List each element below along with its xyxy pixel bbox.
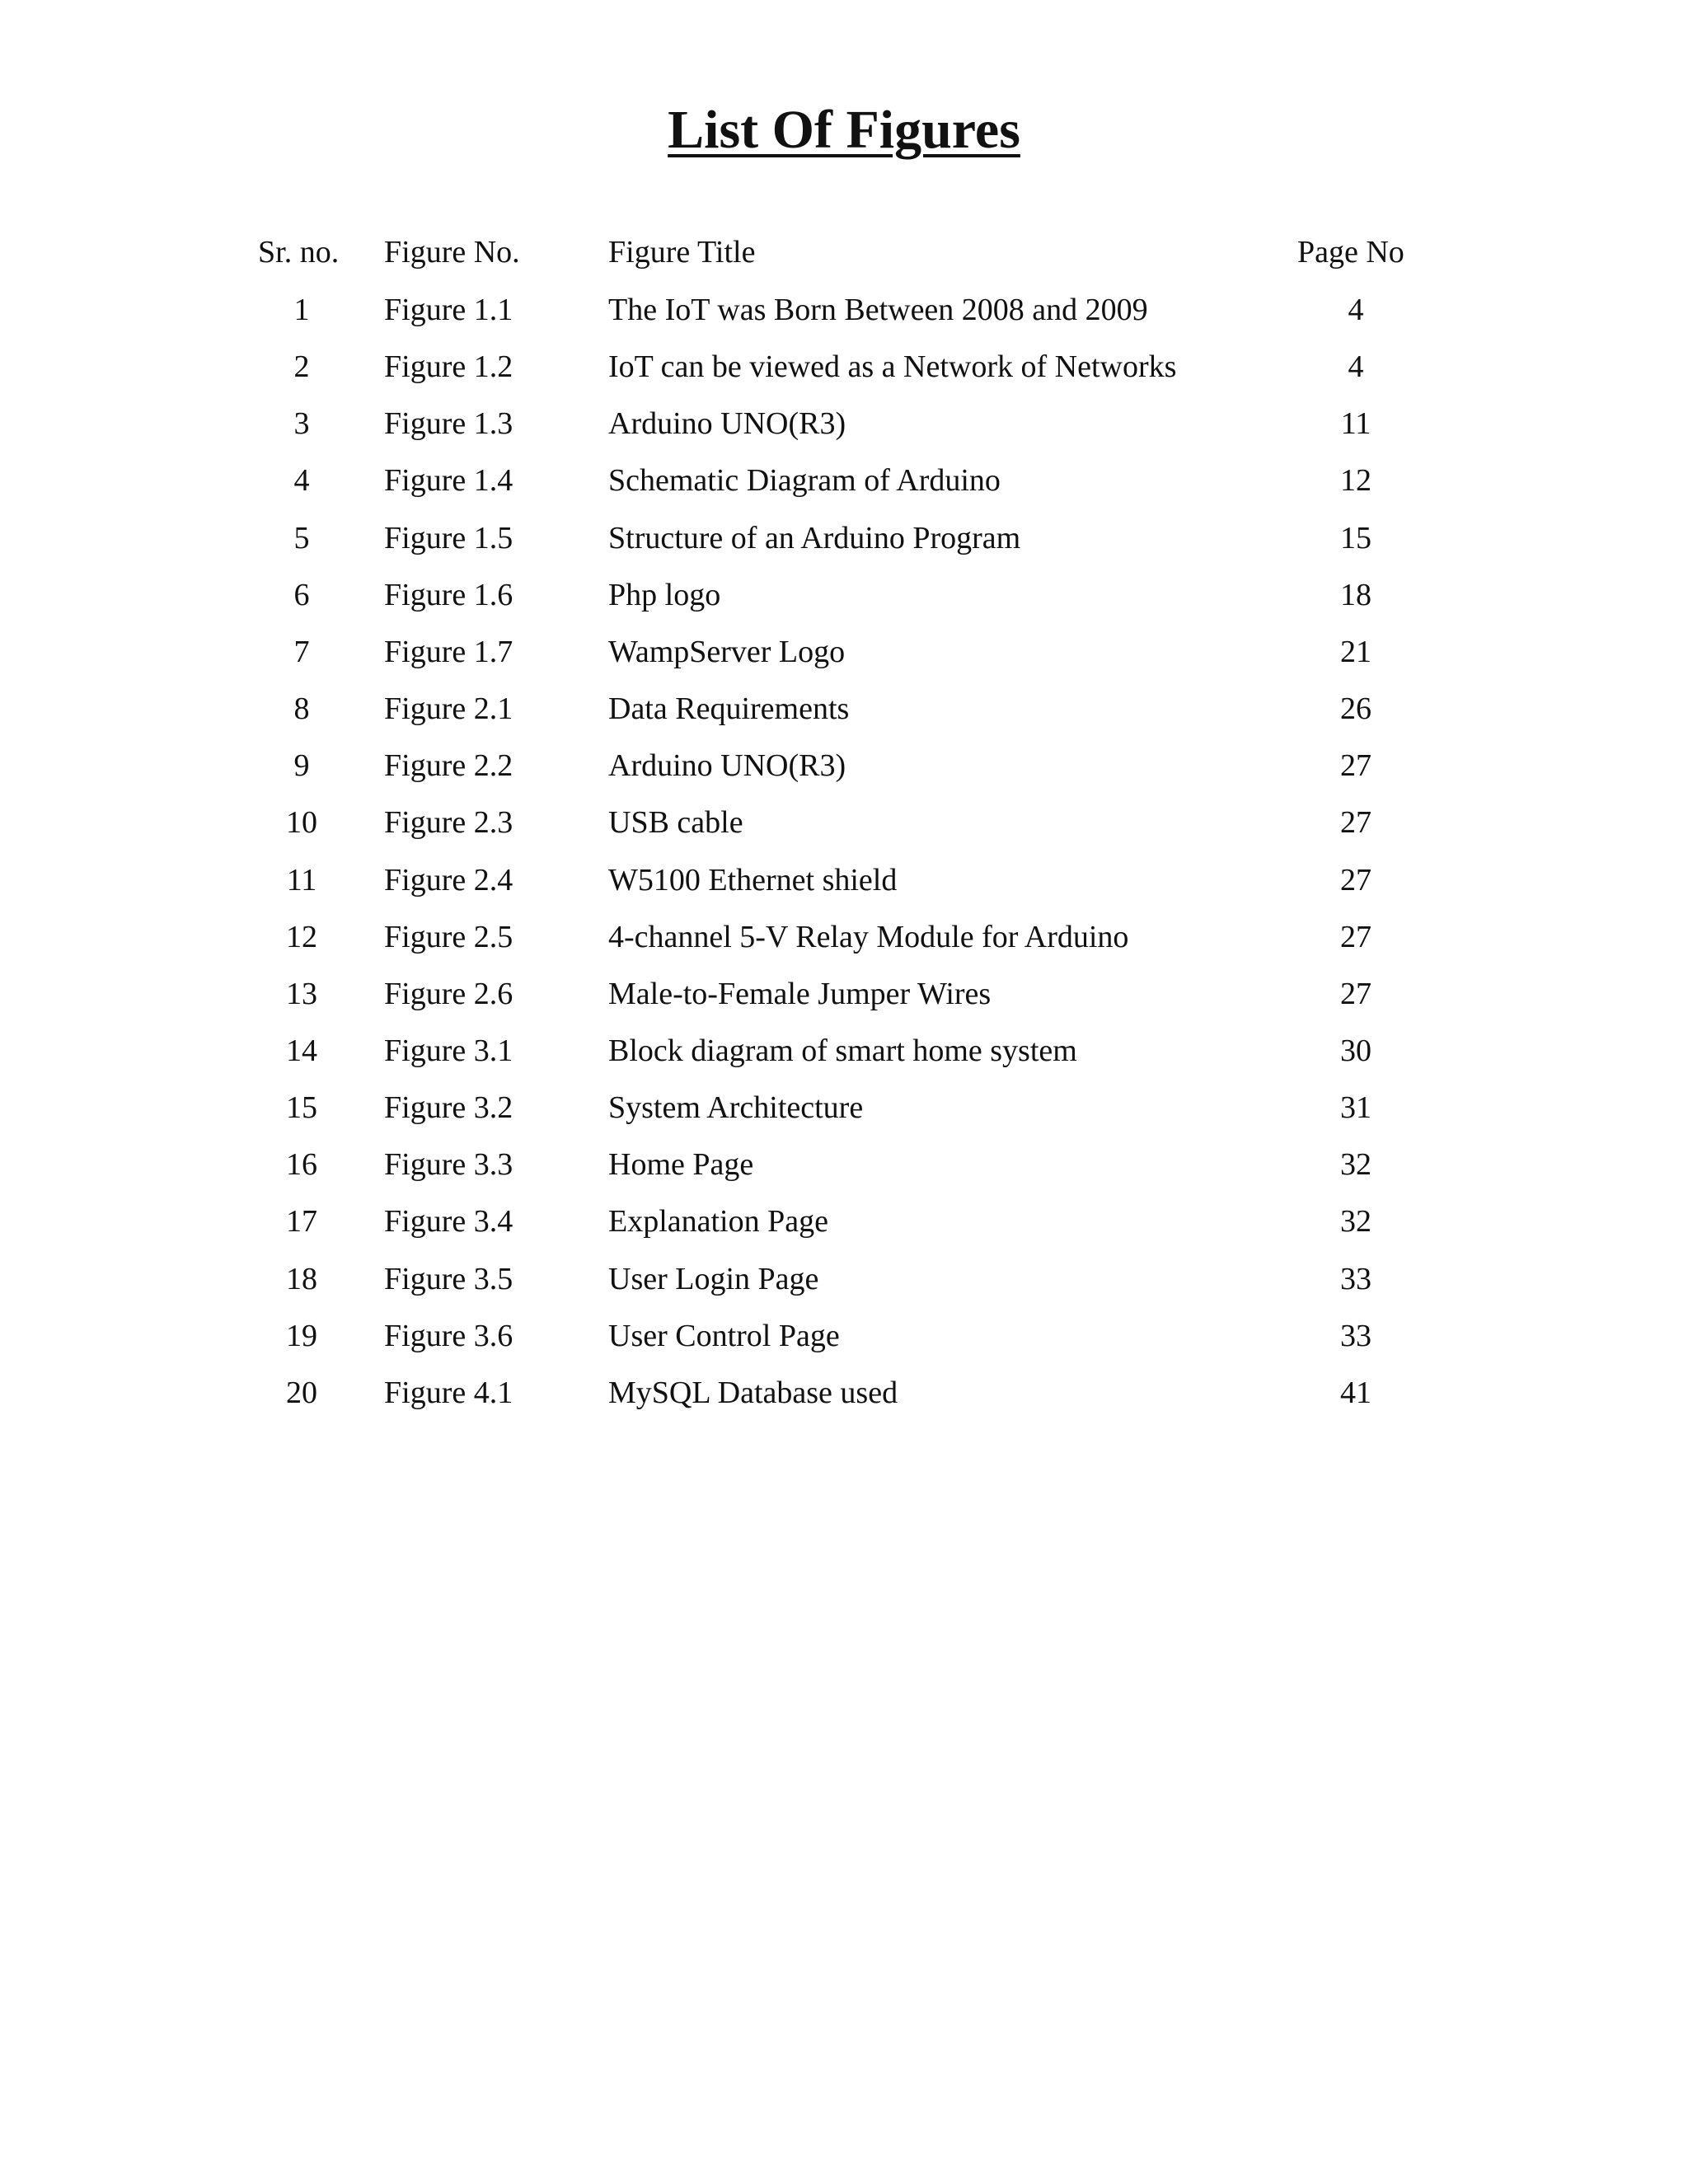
cell-sr-no: 3 (293, 406, 310, 441)
cell-sr-no: 1 (293, 293, 310, 327)
cell-figure-title: User Control Page (608, 1319, 840, 1353)
table-row (0, 684, 1688, 733)
cell-sr-no: 4 (293, 463, 310, 498)
cell-page-no: 4 (1348, 293, 1364, 327)
cell-figure-no: Figure 3.5 (384, 1262, 513, 1296)
cell-figure-no: Figure 1.3 (384, 406, 513, 441)
page-title (0, 97, 1688, 162)
cell-figure-no: Figure 2.6 (384, 977, 513, 1011)
header-figure-no: Figure No. (384, 235, 520, 269)
table-row (0, 513, 1688, 563)
table-header (0, 227, 1688, 277)
cell-figure-no: Figure 1.5 (384, 521, 513, 555)
cell-figure-no: Figure 3.1 (384, 1033, 513, 1068)
cell-page-no: 27 (1340, 748, 1372, 783)
cell-figure-title: 4-channel 5-V Relay Module for Arduino (608, 920, 1129, 954)
table-row (0, 1026, 1688, 1076)
cell-page-no: 27 (1340, 977, 1372, 1011)
cell-figure-no: Figure 3.2 (384, 1090, 513, 1125)
cell-figure-no: Figure 3.3 (384, 1147, 513, 1182)
cell-figure-no: Figure 3.4 (384, 1204, 513, 1239)
cell-figure-no: Figure 2.2 (384, 748, 513, 783)
cell-figure-title: The IoT was Born Between 2008 and 2009 (608, 293, 1148, 327)
cell-sr-no: 19 (286, 1319, 317, 1353)
cell-figure-title: Explanation Page (608, 1204, 828, 1239)
cell-figure-no: Figure 1.2 (384, 349, 513, 384)
table-row (0, 570, 1688, 620)
cell-sr-no: 10 (286, 805, 317, 840)
cell-figure-title: Schematic Diagram of Arduino (608, 463, 1001, 498)
cell-figure-no: Figure 1.6 (384, 578, 513, 612)
cell-sr-no: 17 (286, 1204, 317, 1239)
cell-sr-no: 7 (293, 635, 310, 669)
cell-figure-title: Arduino UNO(R3) (608, 748, 846, 783)
cell-sr-no: 8 (293, 691, 310, 726)
cell-figure-no: Figure 2.3 (384, 805, 513, 840)
cell-page-no: 27 (1340, 920, 1372, 954)
cell-figure-no: Figure 2.1 (384, 691, 513, 726)
cell-figure-no: Figure 1.4 (384, 463, 513, 498)
table-row (0, 456, 1688, 505)
header-figure-title: Figure Title (608, 235, 756, 269)
cell-figure-title: Arduino UNO(R3) (608, 406, 846, 441)
table-row (0, 741, 1688, 790)
table-row (0, 1368, 1688, 1418)
cell-page-no: 32 (1340, 1204, 1372, 1239)
cell-page-no: 31 (1340, 1090, 1372, 1125)
table-row (0, 342, 1688, 391)
cell-figure-title: System Architecture (608, 1090, 864, 1125)
cell-figure-title: Structure of an Arduino Program (608, 521, 1021, 555)
cell-page-no: 26 (1340, 691, 1372, 726)
cell-sr-no: 5 (293, 521, 310, 555)
cell-sr-no: 14 (286, 1033, 317, 1068)
cell-figure-title: IoT can be viewed as a Network of Networks (608, 349, 1177, 384)
table-row (0, 399, 1688, 448)
table-row (0, 627, 1688, 677)
cell-page-no: 4 (1348, 349, 1364, 384)
cell-figure-title: User Login Page (608, 1262, 819, 1296)
cell-page-no: 15 (1340, 521, 1372, 555)
cell-page-no: 33 (1340, 1262, 1372, 1296)
cell-figure-title: WampServer Logo (608, 635, 846, 669)
cell-sr-no: 20 (286, 1376, 317, 1410)
cell-page-no: 30 (1340, 1033, 1372, 1068)
cell-figure-title: USB cable (608, 805, 743, 840)
table-row (0, 912, 1688, 962)
cell-page-no: 21 (1340, 635, 1372, 669)
cell-figure-title: Male-to-Female Jumper Wires (608, 977, 992, 1011)
table-row (0, 1197, 1688, 1246)
cell-figure-title: Home Page (608, 1147, 754, 1182)
cell-page-no: 11 (1340, 406, 1372, 441)
cell-page-no: 12 (1340, 463, 1372, 498)
cell-page-no: 27 (1340, 863, 1372, 898)
header-page-no: Page No (1297, 235, 1404, 269)
cell-page-no: 18 (1340, 578, 1372, 612)
cell-figure-no: Figure 2.5 (384, 920, 513, 954)
cell-figure-title: Block diagram of smart home system (608, 1033, 1077, 1068)
cell-figure-title: W5100 Ethernet shield (608, 863, 898, 898)
table-row (0, 798, 1688, 847)
cell-sr-no: 13 (286, 977, 317, 1011)
cell-figure-no: Figure 3.6 (384, 1319, 513, 1353)
cell-sr-no: 18 (286, 1262, 317, 1296)
table-row (0, 1311, 1688, 1361)
cell-figure-no: Figure 1.1 (384, 293, 513, 327)
cell-sr-no: 11 (286, 863, 317, 898)
cell-page-no: 27 (1340, 805, 1372, 840)
page-title-text: List Of Figures (668, 100, 1020, 160)
cell-figure-title: MySQL Database used (608, 1376, 898, 1410)
table-row (0, 969, 1688, 1019)
cell-page-no: 41 (1340, 1376, 1372, 1410)
table-row (0, 1083, 1688, 1132)
cell-figure-no: Figure 1.7 (384, 635, 513, 669)
table-row (0, 285, 1688, 335)
cell-sr-no: 6 (293, 578, 310, 612)
cell-sr-no: 12 (286, 920, 317, 954)
cell-figure-title: Data Requirements (608, 691, 850, 726)
cell-page-no: 32 (1340, 1147, 1372, 1182)
table-row (0, 1140, 1688, 1189)
cell-sr-no: 2 (293, 349, 310, 384)
cell-figure-no: Figure 4.1 (384, 1376, 513, 1410)
header-sr-no: Sr. no. (258, 235, 340, 269)
table-row (0, 1254, 1688, 1304)
cell-figure-no: Figure 2.4 (384, 863, 513, 898)
cell-figure-title: Php logo (608, 578, 721, 612)
cell-sr-no: 15 (286, 1090, 317, 1125)
table-row (0, 855, 1688, 905)
cell-sr-no: 9 (293, 748, 310, 783)
cell-page-no: 33 (1340, 1319, 1372, 1353)
cell-sr-no: 16 (286, 1147, 317, 1182)
